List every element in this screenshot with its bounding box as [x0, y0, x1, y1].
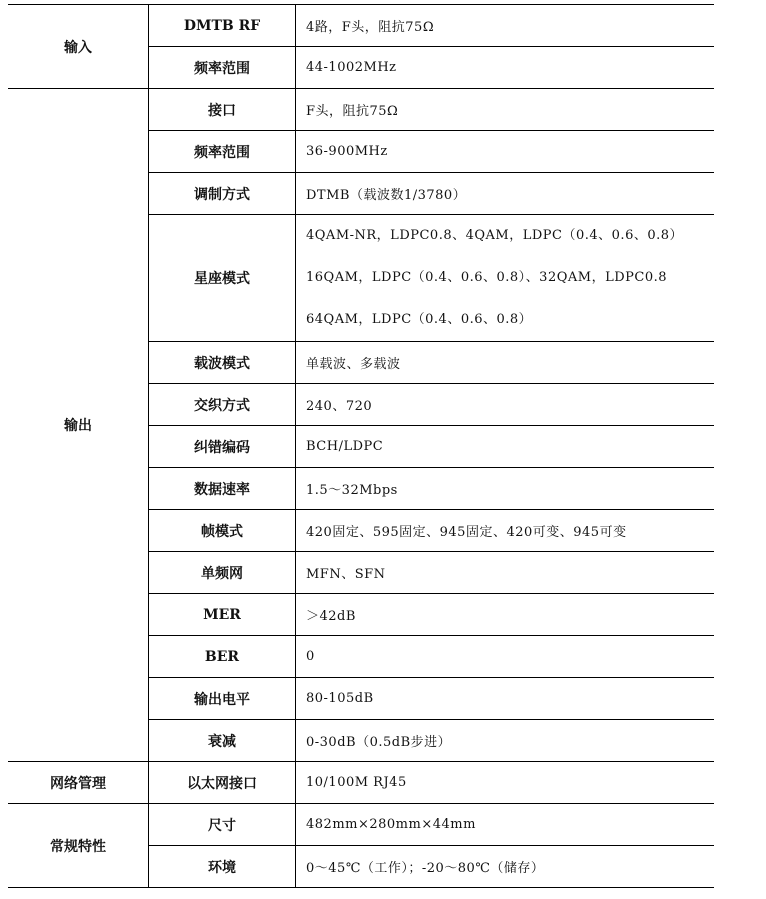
- table-row: [8, 762, 714, 804]
- value-line: 4QAM-NR，LDPC0.8、4QAM，LDPC（0.4、0.6、0.8）: [306, 228, 684, 243]
- param-label: 交织方式: [149, 384, 296, 426]
- param-value: DTMB（载波数1/3780）: [296, 173, 715, 215]
- param-label: 尺寸: [149, 804, 296, 846]
- param-value: MFN、SFN: [296, 552, 715, 594]
- param-label: 频率范围: [149, 47, 296, 89]
- group-label-general: 常规特性: [8, 804, 149, 888]
- param-label: 星座模式: [149, 215, 296, 342]
- group-label-network: 网络管理: [8, 762, 149, 804]
- param-value-multiline: [296, 215, 715, 342]
- param-label: 以太网接口: [149, 762, 296, 804]
- param-label: 输出电平: [149, 678, 296, 720]
- param-label: 调制方式: [149, 173, 296, 215]
- table-row: [8, 89, 714, 131]
- param-value: 0～45℃（工作）；-20～80℃（储存）: [296, 846, 715, 888]
- param-label: 衰减: [149, 720, 296, 762]
- param-value: F头，阻抗75Ω: [296, 89, 715, 131]
- param-label: 帧模式: [149, 510, 296, 552]
- param-label: 单频网: [149, 552, 296, 594]
- table-row: [8, 804, 714, 846]
- param-label: 数据速率: [149, 468, 296, 510]
- param-label: 纠错编码: [149, 426, 296, 468]
- table-row: [8, 5, 714, 47]
- param-value: 44-1002MHz: [296, 47, 715, 89]
- param-value: 0: [296, 636, 715, 678]
- param-value: 240、720: [296, 384, 715, 426]
- param-label: BER: [149, 636, 296, 678]
- spec-table: [8, 4, 714, 888]
- param-label: 频率范围: [149, 131, 296, 173]
- param-value: 36-900MHz: [296, 131, 715, 173]
- param-label: 接口: [149, 89, 296, 131]
- param-value: 0-30dB（0.5dB步进）: [296, 720, 715, 762]
- param-value: ＞42dB: [296, 594, 715, 636]
- param-label: 环境: [149, 846, 296, 888]
- param-value: BCH/LDPC: [296, 426, 715, 468]
- group-label-input: 输入: [8, 5, 149, 89]
- param-value: 单载波、多载波: [296, 342, 715, 384]
- param-label: DMTB RF: [149, 5, 296, 47]
- param-label: 载波模式: [149, 342, 296, 384]
- param-value: 482mm×280mm×44mm: [296, 804, 715, 846]
- value-line: 64QAM，LDPC（0.4、0.6、0.8）: [306, 312, 533, 327]
- param-value: 80-105dB: [296, 678, 715, 720]
- value-line: 16QAM，LDPC（0.4、0.6、0.8）、32QAM，LDPC0.8: [306, 270, 667, 285]
- param-value: 4路，F头，阻抗75Ω: [296, 5, 715, 47]
- param-value: 420固定、595固定、945固定、420可变、945可变: [296, 510, 715, 552]
- param-value: 1.5～32Mbps: [296, 468, 715, 510]
- param-value: 10/100M RJ45: [296, 762, 715, 804]
- param-label: MER: [149, 594, 296, 636]
- group-label-output: 输出: [8, 89, 149, 762]
